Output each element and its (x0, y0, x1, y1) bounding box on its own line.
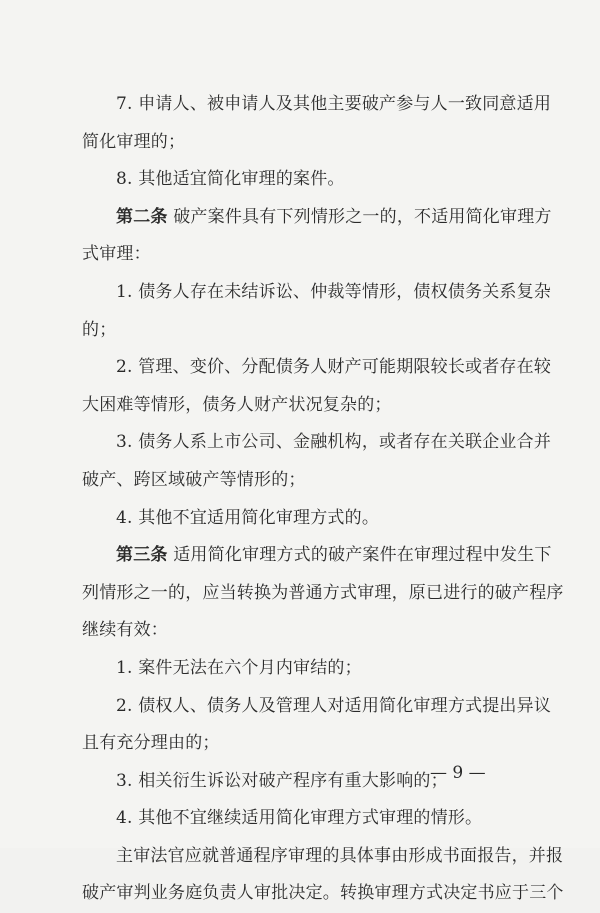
line-text: 且有充分理由的； (82, 733, 220, 754)
text-line (82, 349, 552, 387)
text-line (82, 161, 522, 199)
line-text: 1. 案件无法在六个月内审结的； (116, 657, 362, 678)
text-line (82, 725, 522, 763)
text-line (82, 86, 552, 124)
line-text: 大困难等情形，债务人财产状况复杂的； (82, 394, 392, 415)
text-line (82, 612, 522, 650)
text-line (82, 800, 522, 838)
line-text: 7. 申请人、被申请人及其他主要破产参与人一致同意适用 (116, 94, 552, 114)
text-line (82, 875, 564, 913)
text-line (82, 650, 522, 688)
line-text: 4. 其他不宜适用简化审理方式的。 (116, 507, 380, 528)
document-body (82, 86, 564, 913)
line-text: 2. 管理、变价、分配债务人财产可能期限较长或者存在较 (116, 357, 552, 378)
line-text: 8. 其他适宜简化审理的案件。 (116, 169, 345, 190)
text-line (82, 424, 552, 462)
text-line (82, 575, 564, 613)
line-text: 破产案件具有下列情形之一的，不适用简化审理方 (167, 206, 552, 227)
text-line (82, 236, 522, 274)
line-text: 3. 债务人系上市公司、金融机构，或者存在关联企业合并 (116, 432, 552, 453)
text-line (82, 537, 552, 575)
text-line (82, 274, 552, 312)
line-text: 主审法官应就普通程序审理的具体事由形成书面报告，并报 (116, 845, 564, 866)
article-heading: 第三条 (116, 545, 168, 566)
line-text: 1. 债务人存在未结诉讼、仲裁等情形，债权债务关系复杂 (116, 281, 552, 302)
text-line (82, 500, 522, 538)
line-text: 适用简化审理方式的破产案件在审理过程中发生下 (167, 545, 552, 566)
line-text: 破产、跨区域破产等情形的； (82, 469, 306, 490)
text-line (82, 462, 522, 500)
line-text: 简化审理的； (82, 131, 186, 152)
text-line (82, 688, 552, 726)
line-text: 式审理： (82, 244, 151, 265)
line-text: 3. 相关衍生诉讼对破产程序有重大影响的； (116, 770, 448, 791)
page-number: — 9 — (430, 763, 486, 783)
line-text: 列情形之一的，应当转换为普通方式审理，原已进行的破产程序 (82, 582, 564, 603)
text-line (82, 124, 522, 162)
line-text: 2. 债权人、债务人及管理人对适用简化审理方式提出异议 (116, 695, 552, 716)
article-heading: 第二条 (116, 206, 168, 227)
line-text: 破产审判业务庭负责人审批决定。转换审理方式决定书应于三个 (82, 883, 564, 904)
line-text: 4. 其他不宜继续适用简化审理方式审理的情形。 (116, 808, 483, 829)
line-text: 继续有效： (82, 620, 168, 641)
line-text: 的； (82, 319, 117, 340)
text-line (82, 312, 522, 350)
text-line (82, 199, 552, 237)
text-line (82, 838, 564, 876)
text-line (82, 387, 522, 425)
